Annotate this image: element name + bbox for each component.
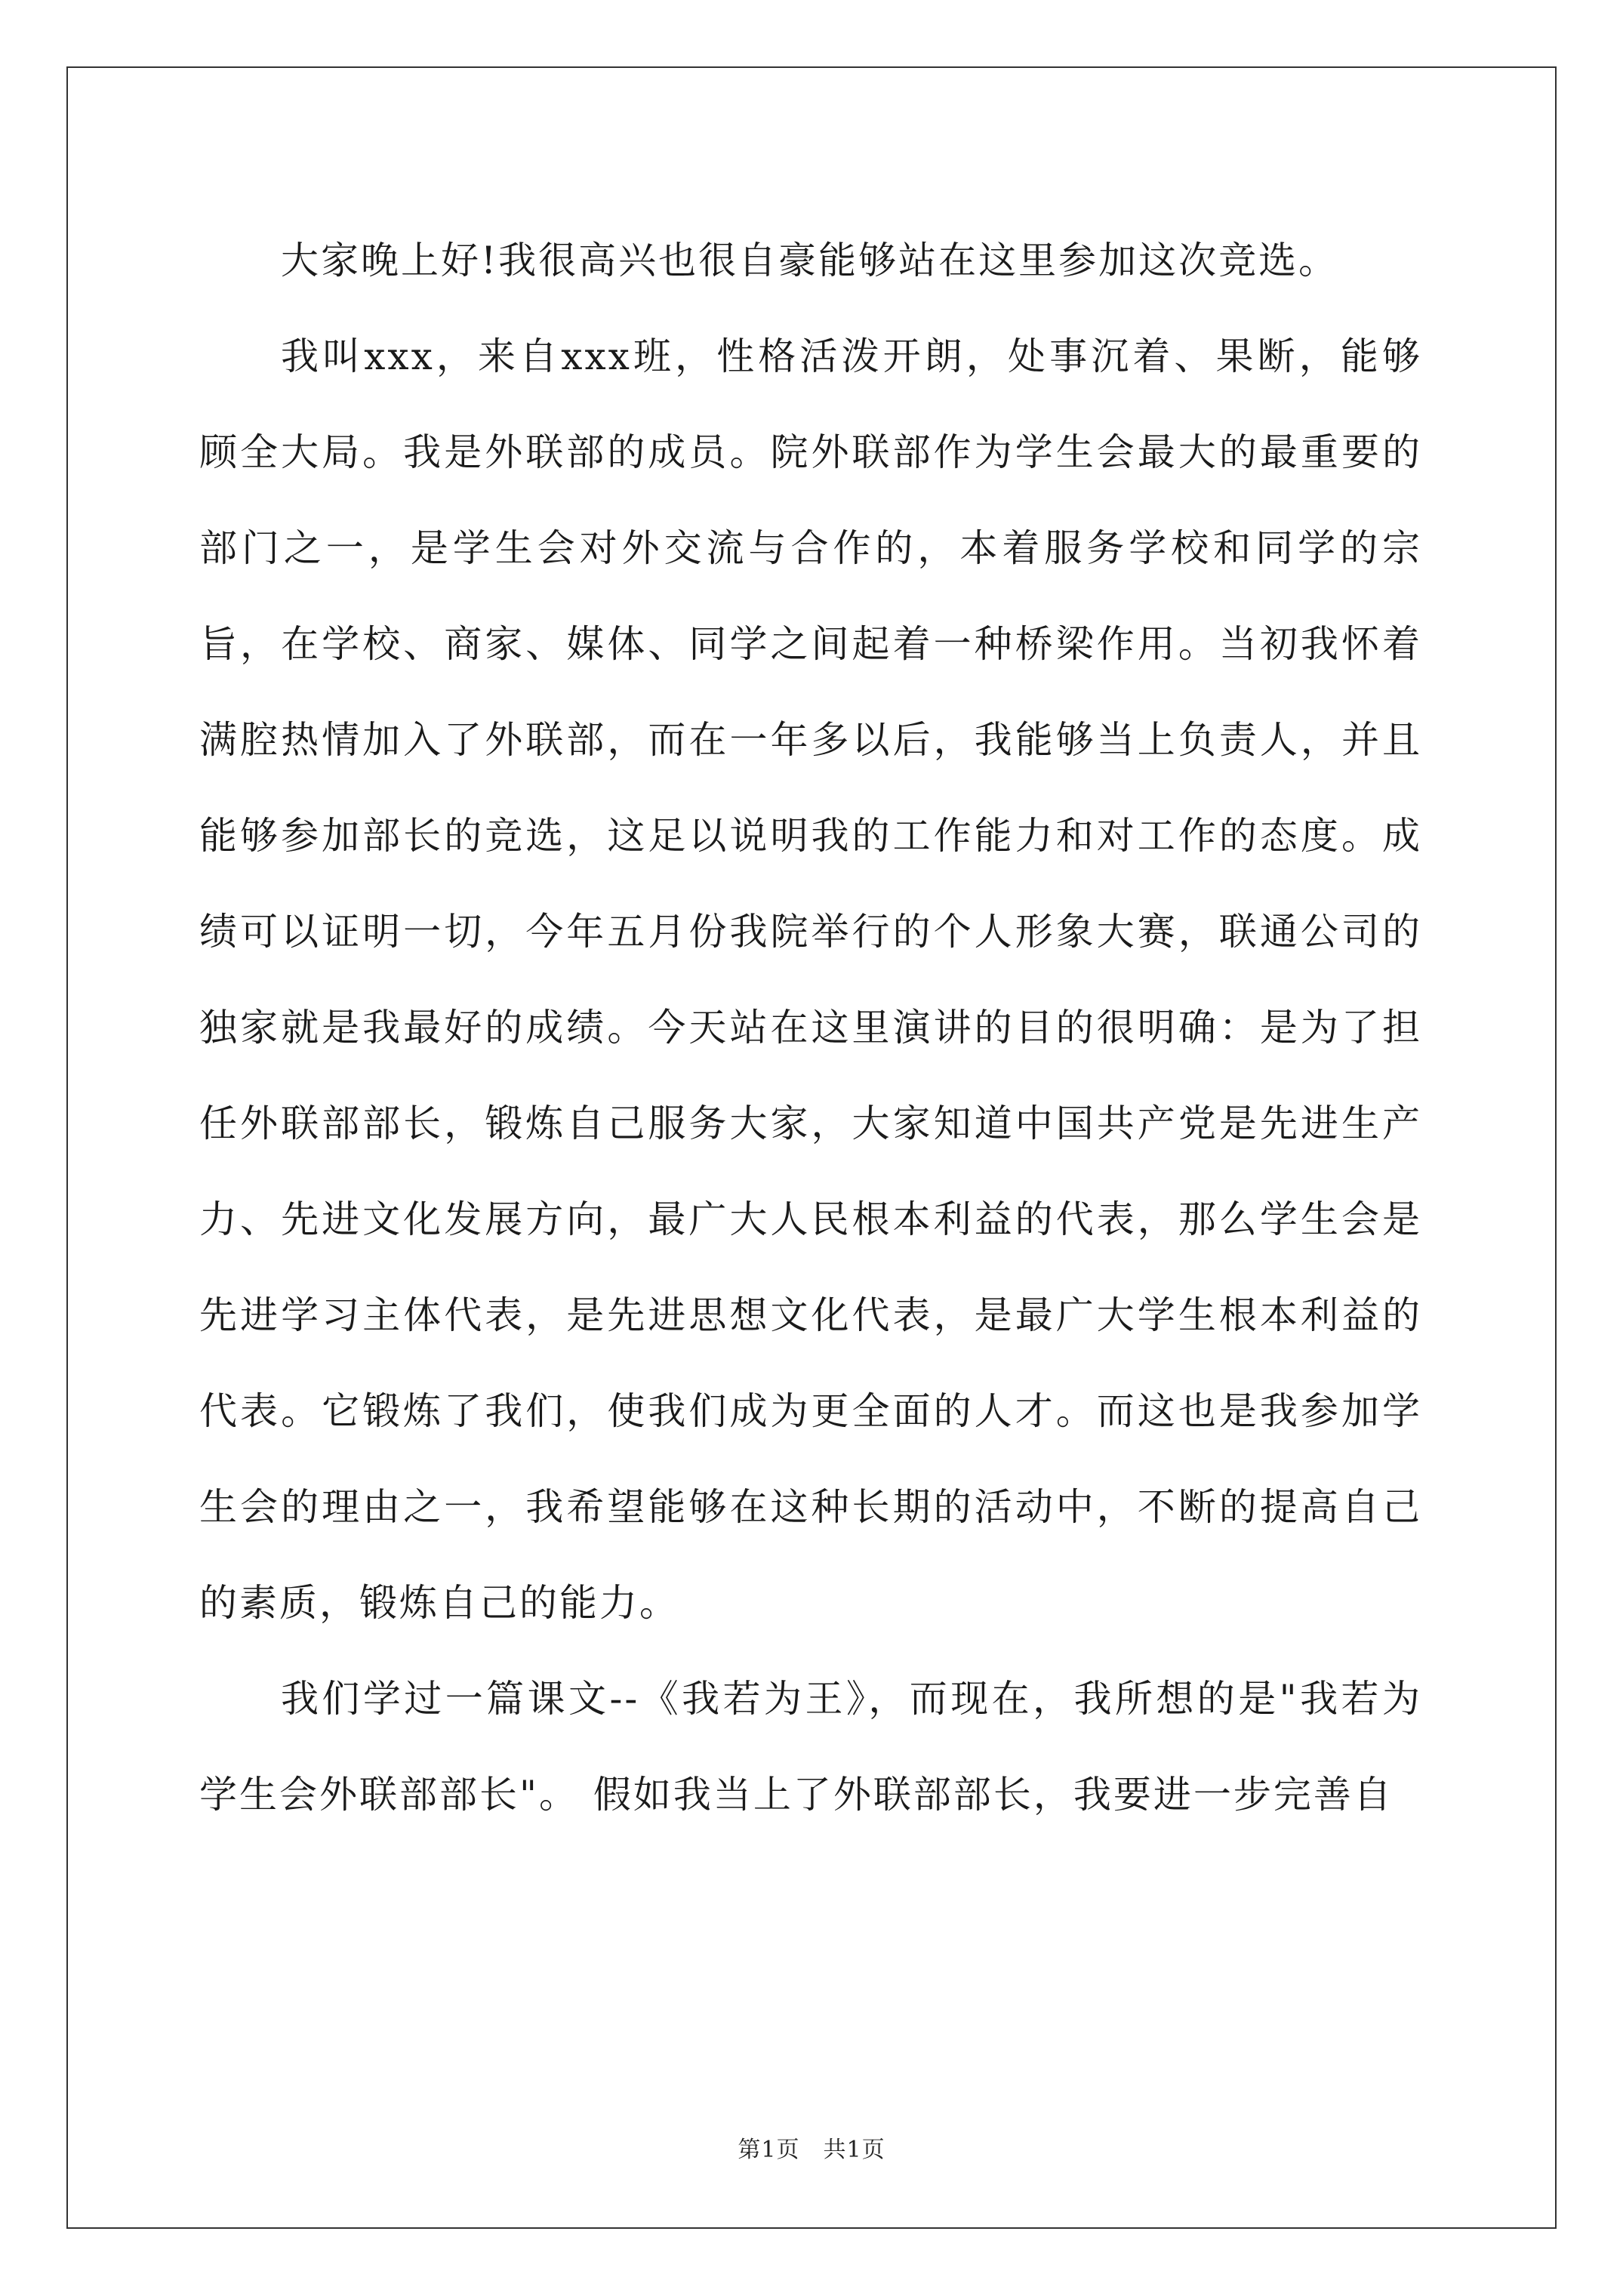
paragraph-introduction: 我叫xxx，来自xxx班，性格活泼开朗，处事沉着、果断，能够顾全大局。我是外联部的成员。院外联部作为学生会最大的最重要的部门之一，是学生会对外交流与合作的，本着服务学校和同学的宗旨，在学校、商家、媒体、同学之间起着一种桥梁作用。当初我怀着满腔热情加入了外联部，而在一年多以后，我能够当上负责人，并且能够参加部长的竞选，这足以说明我的工作能力和对工作的态度。成绩可以证明一切，今年五月份我院举行的个人形象大赛，联通公司的独家就是我最好的成绩。今天站在这里演讲的目的很明确：是为了担任外联部部长，锻炼自己服务大家，大家知道中国共产党是先进生产力、先进文化发展方向，最广大人民根本利益的代表，那么学生会是先进学习主体代表，是先进思想文化代表，是最广大学生根本利益的代表。它锻炼了我们，使我们成为更全面的人才。而这也是我参加学生会的理由之一，我希望能够在这种长期的活动中，不断的提高自己的素质，锻炼自己的能力。 <box>199 334 1422 1625</box>
page-number-footer: 第1页 共1页 <box>738 2137 885 2163</box>
paragraph-plan: 我们学过一篇课文--《我若为王》，而现在，我所想的是"我若为学生会外联部部长"。 假如我当上了外联部部长，我要进一步完善自 <box>199 1677 1422 1817</box>
document-body <box>199 213 1422 1843</box>
paragraph-greeting: 大家晚上好!我很高兴也很自豪能够站在这里参加这次竞选。 <box>281 239 1339 282</box>
